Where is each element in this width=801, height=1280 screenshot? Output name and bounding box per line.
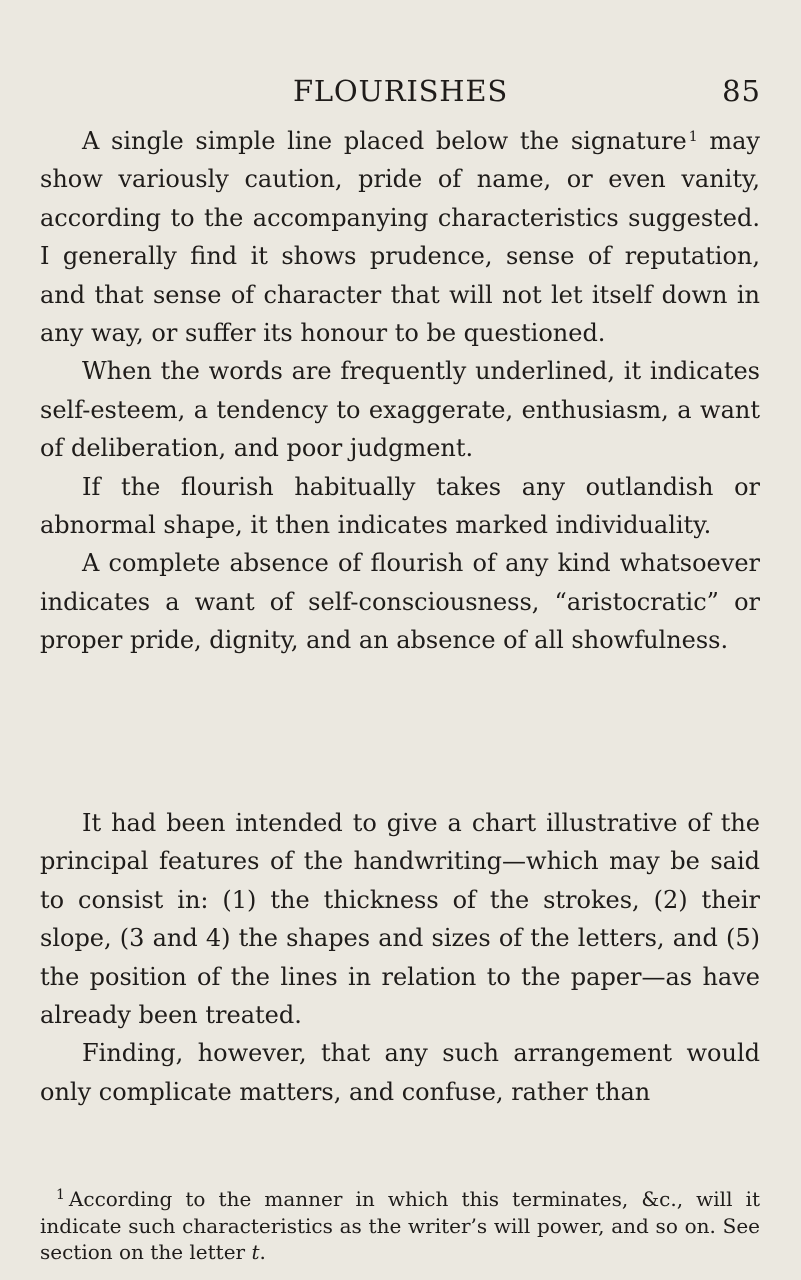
main-text-block-2 <box>40 804 760 1111</box>
paragraph-5: It had been intended to give a chart illustrative of the principal features of the handwriting—which may be said to consist in: (1) the thickness of the strokes, (2) their slope, (3 and 4) the shapes and sizes of the letters, and (5) the position of the lines in relation to the paper—as have already been treated. <box>40 809 760 1030</box>
footnote-marker: 1 <box>56 1187 65 1203</box>
footnote-text <box>40 1186 760 1266</box>
paragraph-3: If the flourish habitually takes any outlandish or abnormal shape, it then indicates marked individuality. <box>40 472 760 540</box>
paragraph-6: Finding, however, that any such arrangement would only complicate matters, and confuse, rather than <box>40 1039 760 1106</box>
footnote <box>40 1186 760 1266</box>
running-head: FLOURISHES <box>292 74 509 108</box>
paragraph-2: When the words are frequently underlined, it indicates self-esteem, a tendency to exaggerate, enthusiasm, a want of deliberation, and poor judgment. <box>40 357 760 463</box>
footnote-text-after: . <box>259 1240 266 1264</box>
paragraph-4: A complete absence of flourish of any kind whatsoever indicates a want of self-consciousness, “aristocratic” or proper pride, dignity, and an absence of all showfulness. <box>40 549 760 655</box>
main-text-block-1 <box>40 122 760 660</box>
footnote-reference: 1 <box>688 129 698 145</box>
page-header <box>40 74 761 114</box>
footnote-letter: t <box>251 1240 260 1264</box>
footnote-text-before: According to the manner in which this terminates, &c., will it indicate such characteristics as the writer’s will power, and so on. See section on the letter <box>40 1187 760 1264</box>
paragraph-1 <box>40 122 760 352</box>
paragraph-1-rest: may show variously caution, pride of name, or even vanity, according to the accompanying characteristics suggested. I generally find it shows prudence, sense of reputation, and that sense of character that will not let itself down in any way, or suffer its honour to be questioned. <box>40 127 760 348</box>
page-number: 85 <box>722 74 761 108</box>
paragraph-1-start: A single simple line placed below the signature <box>82 127 687 155</box>
